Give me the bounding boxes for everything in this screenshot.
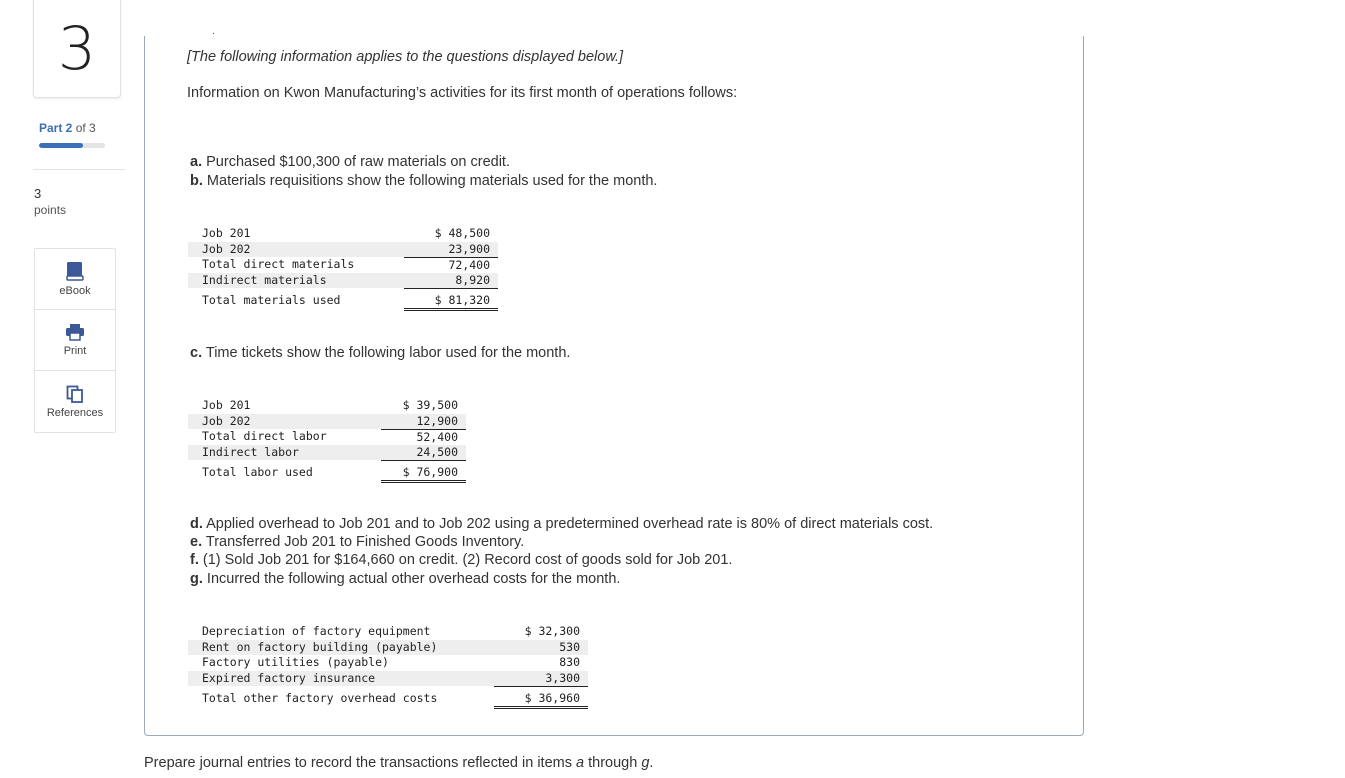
question-number: 3 (57, 13, 97, 84)
row-amount: 24,500 (381, 445, 466, 461)
row-amount: 52,400 (416, 429, 458, 444)
row-label: Job 201 (202, 398, 251, 413)
printer-icon (65, 323, 85, 341)
table-row (188, 273, 498, 289)
print-button[interactable] (35, 310, 115, 371)
item-e-letter: e. (190, 534, 203, 550)
row-label: Job 201 (202, 226, 251, 241)
row-label: Expired factory insurance (188, 671, 494, 687)
row-amount: $ 39,500 (402, 398, 458, 413)
item-c (190, 345, 570, 361)
instruction-suffix: . (649, 755, 654, 771)
table-row (188, 242, 498, 258)
row-amount: 72,400 (448, 257, 490, 272)
row-amount: $ 48,500 (434, 226, 490, 241)
item-d-letter: d. (190, 516, 203, 532)
item-b (190, 173, 657, 189)
overhead-table (188, 624, 588, 709)
instruction-text (144, 755, 653, 771)
part-label-current: Part 2 (39, 121, 73, 135)
question-number-box (33, 0, 121, 98)
table-row (188, 655, 588, 671)
table-row (188, 445, 466, 461)
item-b-text: Materials requisitions show the following materials used for the month. (206, 173, 658, 189)
item-a-letter: a. (190, 154, 203, 170)
row-amount: $ 81,320 (404, 288, 498, 309)
table-row (188, 226, 498, 242)
table-row (188, 671, 588, 687)
row-amount: 23,900 (404, 242, 498, 258)
table-row (188, 414, 466, 430)
row-label: Job 202 (188, 242, 404, 258)
row-label: Job 202 (188, 414, 381, 430)
instruction-prefix: Prepare journal entries to record the transactions reflected in items (144, 755, 576, 771)
materials-table (188, 226, 498, 311)
row-label: Total materials used (202, 293, 341, 308)
row-label: Total direct materials (202, 257, 355, 272)
item-b-letter: b. (190, 173, 203, 189)
item-c-letter: c. (190, 345, 203, 361)
labor-table (188, 398, 466, 483)
instruction-item-to: g (641, 755, 650, 771)
table-row-total (188, 686, 588, 707)
row-amount: $ 76,900 (381, 460, 466, 481)
item-g (190, 571, 620, 587)
row-label: Depreciation of factory equipment (202, 624, 431, 639)
item-a (190, 154, 510, 170)
sidebar-divider (33, 169, 125, 170)
table-row (188, 398, 466, 414)
intro-note: [The following information applies to the questions displayed below.] (187, 49, 624, 65)
instruction-item-from: a (576, 755, 585, 771)
references-icon (66, 385, 84, 403)
table-row-total (188, 460, 466, 481)
table-row (188, 429, 466, 445)
tools-panel (34, 248, 116, 433)
item-g-letter: g. (190, 571, 203, 587)
item-e-text: Transferred Job 201 to Finished Goods Inventory. (205, 534, 525, 550)
print-label: Print (63, 345, 87, 357)
item-a-text: Purchased $100,300 of raw materials on credit. (206, 154, 510, 170)
part-progress-bar (39, 143, 105, 148)
table-row (188, 257, 498, 273)
item-d (190, 516, 933, 532)
row-label: Rent on factory building (payable) (188, 640, 494, 656)
row-label: Indirect labor (188, 445, 381, 461)
points-value: 3 (34, 186, 42, 201)
item-e (190, 534, 524, 550)
row-amount: 12,900 (381, 414, 466, 430)
table-row (188, 640, 588, 656)
references-label: References (46, 406, 104, 419)
row-label: Factory utilities (payable) (202, 655, 389, 670)
ebook-button[interactable] (35, 249, 115, 310)
decorative-dot: . (212, 26, 215, 37)
row-amount: $ 32,300 (524, 624, 580, 639)
row-label: Total labor used (202, 465, 313, 480)
row-amount: 830 (559, 655, 580, 670)
row-amount: 530 (494, 640, 588, 656)
instruction-middle: through (584, 755, 642, 771)
row-amount: 8,920 (404, 273, 498, 289)
part-indicator (39, 121, 96, 135)
intro-text: Information on Kwon Manufacturing’s activities for its first month of operations follows: (187, 85, 738, 101)
row-label: Total other factory overhead costs (202, 691, 438, 706)
row-amount: $ 36,960 (494, 686, 588, 707)
part-label-total: of 3 (75, 121, 96, 135)
row-label: Indirect materials (188, 273, 404, 289)
part-progress-fill (39, 143, 83, 148)
item-f (190, 552, 732, 568)
item-g-text: Incurred the following actual other overhead costs for the month. (206, 571, 621, 587)
table-row-total (188, 288, 498, 309)
ebook-label: eBook (59, 285, 91, 297)
references-button[interactable] (35, 371, 115, 432)
item-f-letter: f. (190, 552, 199, 568)
row-amount: 3,300 (494, 671, 588, 687)
table-row (188, 624, 588, 640)
item-c-text: Time tickets show the following labor used for the month. (205, 345, 571, 361)
item-f-text: (1) Sold Job 201 for $164,660 on credit. (2) Record cost of goods sold for Job 201. (202, 552, 733, 568)
book-icon (66, 261, 84, 281)
row-label: Total direct labor (202, 429, 327, 444)
points-label: points (34, 203, 67, 217)
item-d-text: Applied overhead to Job 201 and to Job 202 using a predetermined overhead rate is 80% of direct materials cost. (206, 516, 934, 532)
